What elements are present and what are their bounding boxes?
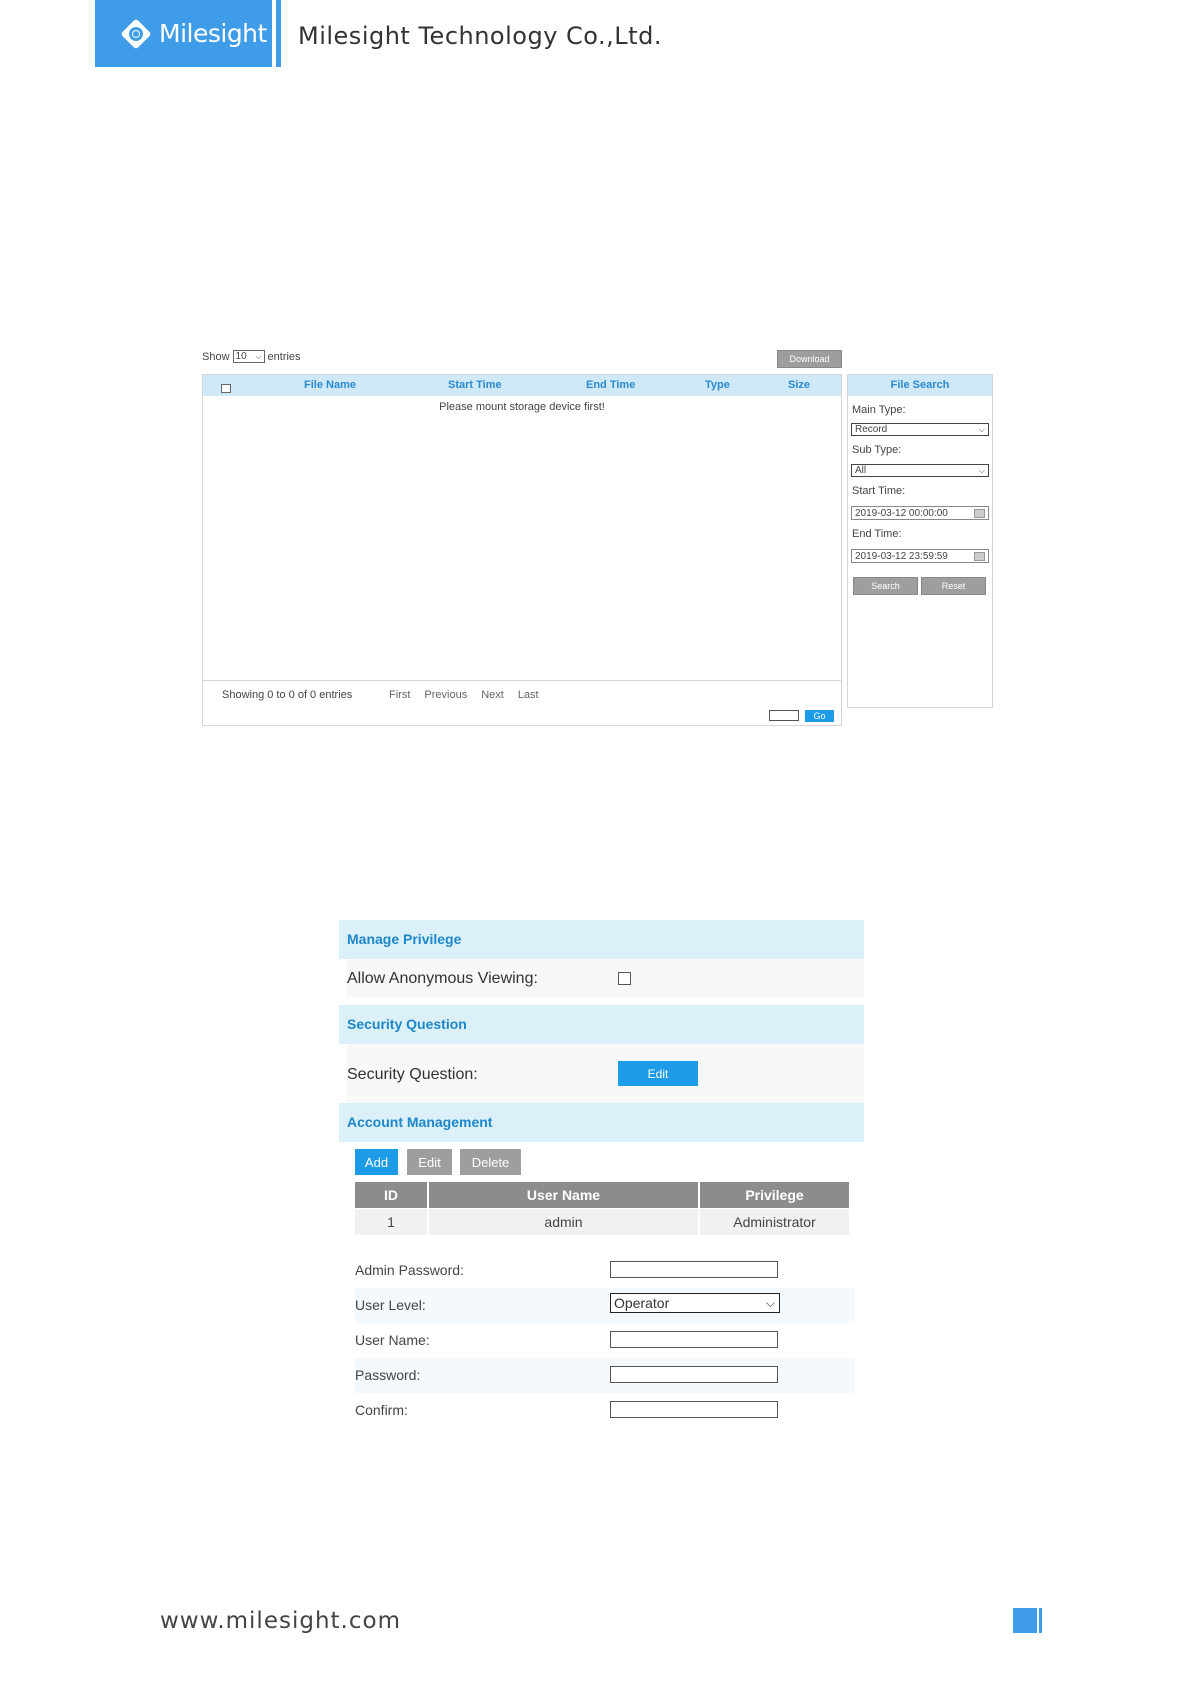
footer-url: www.milesight.com xyxy=(160,1608,401,1634)
empty-message: Please mount storage device first! xyxy=(439,401,605,413)
end-time-label: End Time: xyxy=(852,528,902,540)
page-last[interactable]: Last xyxy=(517,689,539,701)
entries-select-value: 10 xyxy=(235,351,247,362)
file-search-title: File Search xyxy=(848,375,992,396)
col-privilege: Privilege xyxy=(700,1182,849,1208)
sub-type-select[interactable] xyxy=(851,464,989,477)
col-type[interactable]: Type xyxy=(705,379,730,391)
sub-type-value: All xyxy=(855,465,867,476)
go-button[interactable]: Go xyxy=(805,710,834,722)
col-end-time[interactable]: End Time xyxy=(586,379,636,391)
file-table-header xyxy=(203,375,841,396)
anonymous-viewing-label: Allow Anonymous Viewing: xyxy=(347,970,538,987)
col-file-name[interactable]: File Name xyxy=(304,379,356,391)
select-all-checkbox[interactable] xyxy=(221,384,231,393)
download-button[interactable]: Download xyxy=(777,350,842,368)
file-table xyxy=(202,374,842,726)
logo-text: Milesight xyxy=(159,19,267,48)
security-question-header: Security Question xyxy=(339,1005,864,1044)
user-table xyxy=(355,1182,849,1236)
start-time-label: Start Time: xyxy=(852,485,906,497)
chevron-down-icon: ⌵ xyxy=(978,424,985,434)
chevron-down-icon: ⌵ xyxy=(255,351,262,361)
chevron-down-icon: ⌵ xyxy=(765,1295,775,1310)
company-name: Milesight Technology Co.,Ltd. xyxy=(298,22,662,50)
page-next[interactable]: Next xyxy=(481,689,504,701)
page-number-input[interactable] xyxy=(769,710,799,721)
entries-select[interactable] xyxy=(233,350,265,363)
search-button[interactable]: Search xyxy=(853,577,918,595)
col-size[interactable]: Size xyxy=(788,379,811,391)
security-question-row xyxy=(347,1044,864,1104)
milesight-logo-icon xyxy=(119,17,153,51)
admin-password-row xyxy=(355,1253,855,1288)
page-marker xyxy=(1013,1608,1037,1633)
sub-type-label: Sub Type: xyxy=(852,444,902,456)
admin-password-label: Admin Password: xyxy=(355,1262,464,1278)
confirm-label: Confirm: xyxy=(355,1402,408,1418)
user-name-row xyxy=(355,1323,855,1358)
confirm-row xyxy=(355,1393,855,1428)
confirm-input[interactable] xyxy=(610,1401,778,1418)
user-row-privilege[interactable]: Administrator xyxy=(700,1209,849,1235)
user-level-value: Operator xyxy=(614,1295,670,1311)
user-row-name[interactable]: admin xyxy=(429,1209,698,1235)
entries-control xyxy=(202,350,301,363)
account-toolbar xyxy=(355,1149,555,1175)
main-type-select[interactable] xyxy=(851,423,989,436)
manage-privilege-header: Manage Privilege xyxy=(339,920,864,959)
showing-entries: Showing 0 to 0 of 0 entries xyxy=(222,689,353,701)
password-row xyxy=(355,1358,855,1393)
end-time-input[interactable] xyxy=(851,549,989,563)
col-start-time[interactable]: Start Time xyxy=(448,379,502,391)
start-time-value: 2019-03-12 00:00:00 xyxy=(855,507,948,519)
security-edit-button[interactable]: Edit xyxy=(618,1061,698,1086)
user-row-id[interactable]: 1 xyxy=(355,1209,427,1235)
password-label: Password: xyxy=(355,1367,421,1383)
show-label: Show xyxy=(202,350,230,363)
start-time-input[interactable] xyxy=(851,506,989,520)
page-marker-bar xyxy=(1039,1608,1042,1633)
user-level-label: User Level: xyxy=(355,1297,426,1313)
user-level-row xyxy=(355,1288,855,1323)
user-name-input[interactable] xyxy=(610,1331,778,1348)
entries-label: entries xyxy=(267,350,301,363)
pagination xyxy=(389,689,539,701)
calendar-icon[interactable] xyxy=(974,552,985,561)
edit-user-button[interactable]: Edit xyxy=(407,1149,452,1175)
header-divider xyxy=(276,0,281,67)
security-question-label: Security Question: xyxy=(347,1066,478,1083)
user-name-label: User Name: xyxy=(355,1332,430,1348)
file-search-panel xyxy=(847,374,993,708)
delete-user-button[interactable]: Delete xyxy=(460,1149,521,1175)
main-type-value: Record xyxy=(855,424,888,435)
account-management-header: Account Management xyxy=(339,1103,864,1142)
recording-panel xyxy=(202,346,992,726)
col-id: ID xyxy=(355,1182,427,1208)
col-user-name: User Name xyxy=(429,1182,698,1208)
anonymous-viewing-row xyxy=(347,959,864,997)
anonymous-viewing-checkbox[interactable] xyxy=(618,972,631,985)
admin-password-input[interactable] xyxy=(610,1261,778,1278)
milesight-logo xyxy=(95,0,272,67)
chevron-down-icon: ⌵ xyxy=(978,465,985,475)
table-footer xyxy=(203,680,841,726)
reset-button[interactable]: Reset xyxy=(921,577,986,595)
page-previous[interactable]: Previous xyxy=(424,689,468,701)
password-input[interactable] xyxy=(610,1366,778,1383)
page-first[interactable]: First xyxy=(389,689,411,701)
user-level-select[interactable] xyxy=(610,1293,780,1313)
calendar-icon[interactable] xyxy=(974,509,985,518)
end-time-value: 2019-03-12 23:59:59 xyxy=(855,550,948,562)
main-type-label: Main Type: xyxy=(852,404,906,416)
add-user-button[interactable]: Add xyxy=(355,1149,398,1175)
